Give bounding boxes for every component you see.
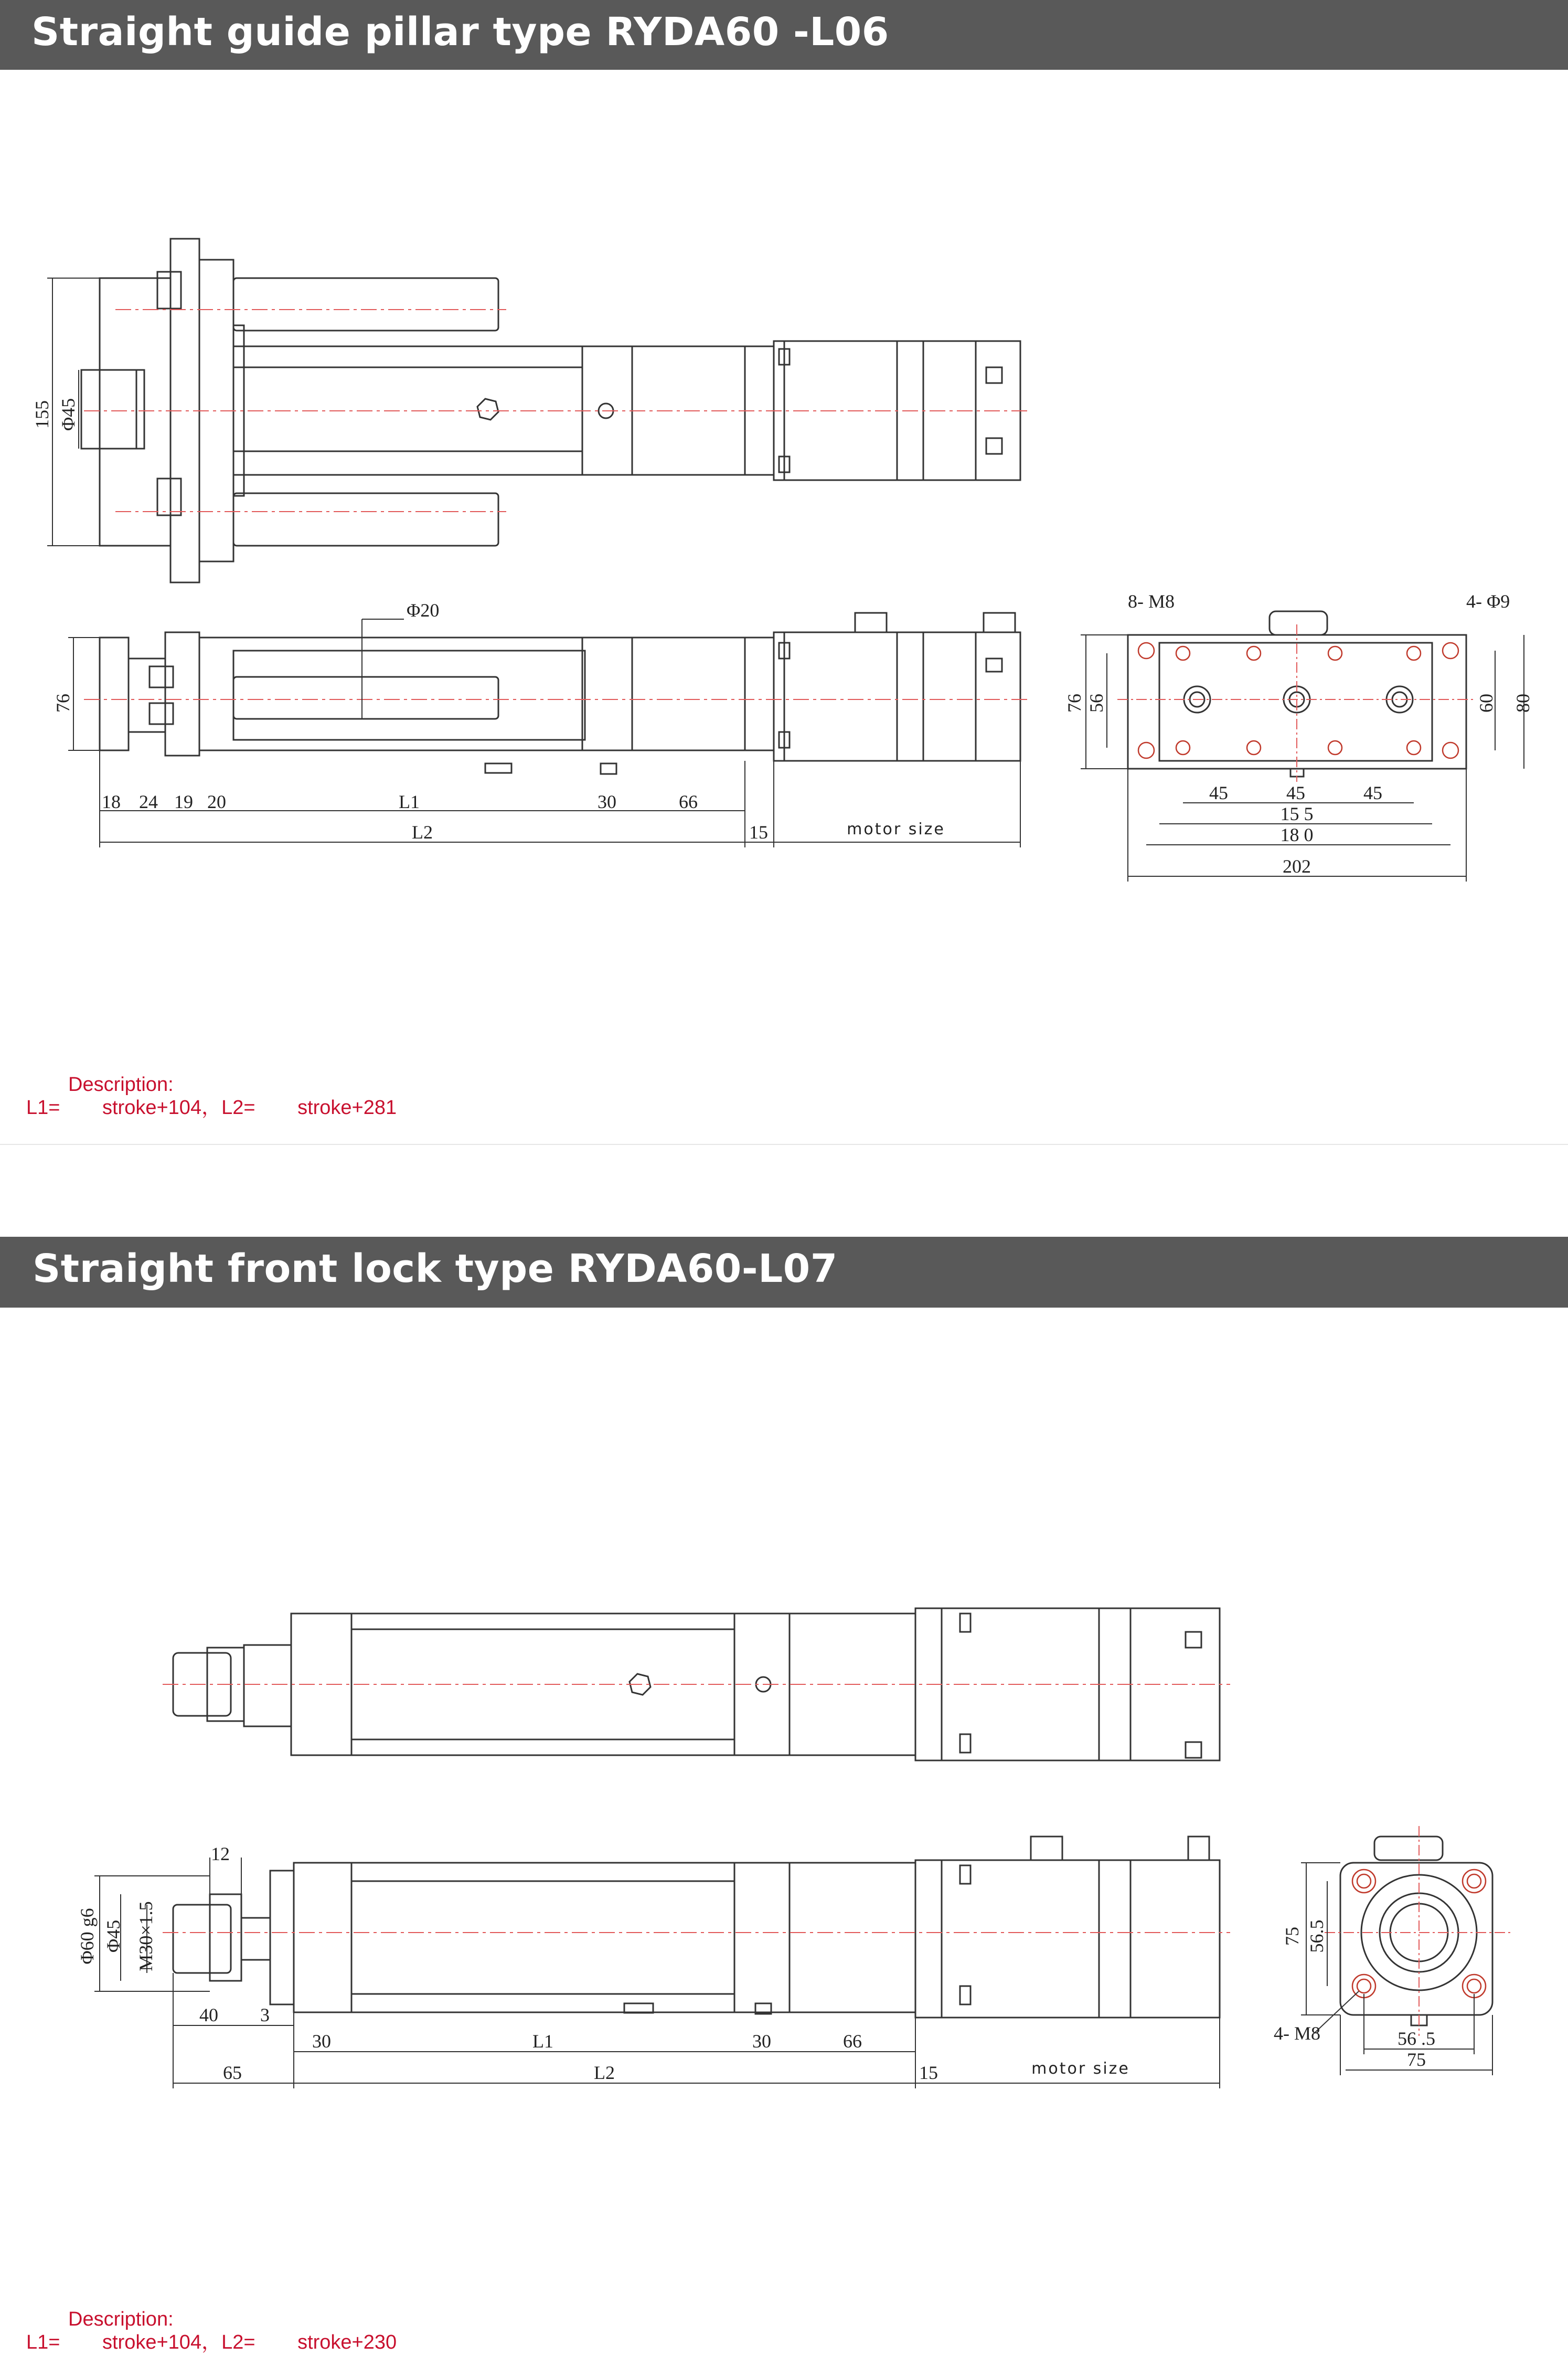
dim-L1: L1 (399, 791, 420, 812)
dim-76: 76 (52, 694, 73, 713)
dim-phi60-g6: Φ60 g6 (77, 1908, 98, 1965)
formula-line (26, 2331, 397, 2354)
dim-155: 155 (31, 400, 52, 429)
description-label: Description: (68, 1074, 174, 1096)
dim-end-56.5v: 56.5 (1306, 1919, 1327, 1953)
section-header-l07 (0, 1237, 1568, 1308)
dim-end-56: 56 (1086, 694, 1107, 713)
dim-end-45c: 45 (1363, 782, 1382, 803)
dim-12: 12 (211, 1843, 230, 1864)
drawing-l06 (0, 70, 1568, 962)
dim-end-56.5h: 56 .5 (1398, 2028, 1435, 2049)
section-title: Straight guide pillar type RYDA60 -L06 (31, 9, 889, 55)
dim-19: 19 (174, 791, 193, 812)
dim-8-m8: 8- M8 (1128, 591, 1175, 612)
dim-66: 66 (679, 791, 698, 812)
l1-value: stroke+104， (102, 1097, 222, 1119)
l2-label: L2= (221, 1097, 255, 1119)
dim-30: 30 (598, 791, 616, 812)
dim-end-75h: 75 (1407, 2049, 1426, 2070)
l1-label: L1= (26, 2331, 60, 2353)
side-view-l07 (173, 1837, 1220, 2018)
side-view-l06 (100, 613, 1020, 774)
dim-20: 20 (207, 791, 226, 812)
motor-size-label: motor size (1031, 2060, 1130, 2078)
l2-label: L2= (221, 2331, 255, 2353)
l2-value: stroke+281 (297, 1097, 397, 1119)
section-divider (0, 1144, 1568, 1145)
l1-label: L1= (26, 1097, 60, 1119)
l1-value: stroke+104， (102, 2331, 222, 2353)
dim-phi45: Φ45 (103, 1919, 124, 1953)
dim-4-phi9: 4- Φ9 (1466, 591, 1510, 612)
dim-end-155: 15 5 (1280, 803, 1314, 824)
dim-L2: L2 (412, 822, 433, 843)
dim-m30: M30×1.5 (135, 1901, 156, 1971)
dim-end-60: 60 (1476, 694, 1497, 713)
dim-phi20: Φ20 (407, 600, 440, 621)
dim-66: 66 (843, 2031, 862, 2052)
dim-30a: 30 (312, 2031, 331, 2052)
dim-3: 3 (260, 2004, 270, 2025)
dim-65: 65 (223, 2062, 242, 2083)
dim-end-45a: 45 (1209, 782, 1228, 803)
dim-end-45b: 45 (1286, 782, 1305, 803)
dim-40: 40 (199, 2004, 218, 2025)
dim-24: 24 (139, 791, 158, 812)
description-l07 (0, 2308, 630, 2356)
section-title: Straight front lock type RYDA60-L07 (33, 1246, 838, 1291)
dim-end-75v: 75 (1282, 1927, 1303, 1946)
dim-4-m8: 4- M8 (1274, 2023, 1320, 2044)
section-header-l06 (0, 0, 1568, 70)
description-label: Description: (68, 2308, 174, 2330)
motor-size-label: motor size (847, 820, 945, 839)
dim-end-202: 202 (1283, 856, 1311, 877)
dim-end-76: 76 (1064, 694, 1085, 713)
dim-phi45: Φ45 (58, 398, 79, 431)
l2-value: stroke+230 (297, 2331, 397, 2353)
dim-L2: L2 (594, 2062, 615, 2083)
drawing-l07 (0, 1308, 1568, 2278)
dim-30b: 30 (752, 2031, 771, 2052)
description-l06 (0, 1073, 630, 1126)
dim-18: 18 (102, 791, 121, 812)
dim-15: 15 (919, 2062, 938, 2083)
dim-end-180: 18 0 (1280, 824, 1314, 845)
formula-line (26, 1096, 397, 1119)
dim-L1: L1 (532, 2031, 553, 2052)
dim-end-80: 80 (1512, 694, 1533, 713)
dim-15: 15 (749, 822, 768, 843)
